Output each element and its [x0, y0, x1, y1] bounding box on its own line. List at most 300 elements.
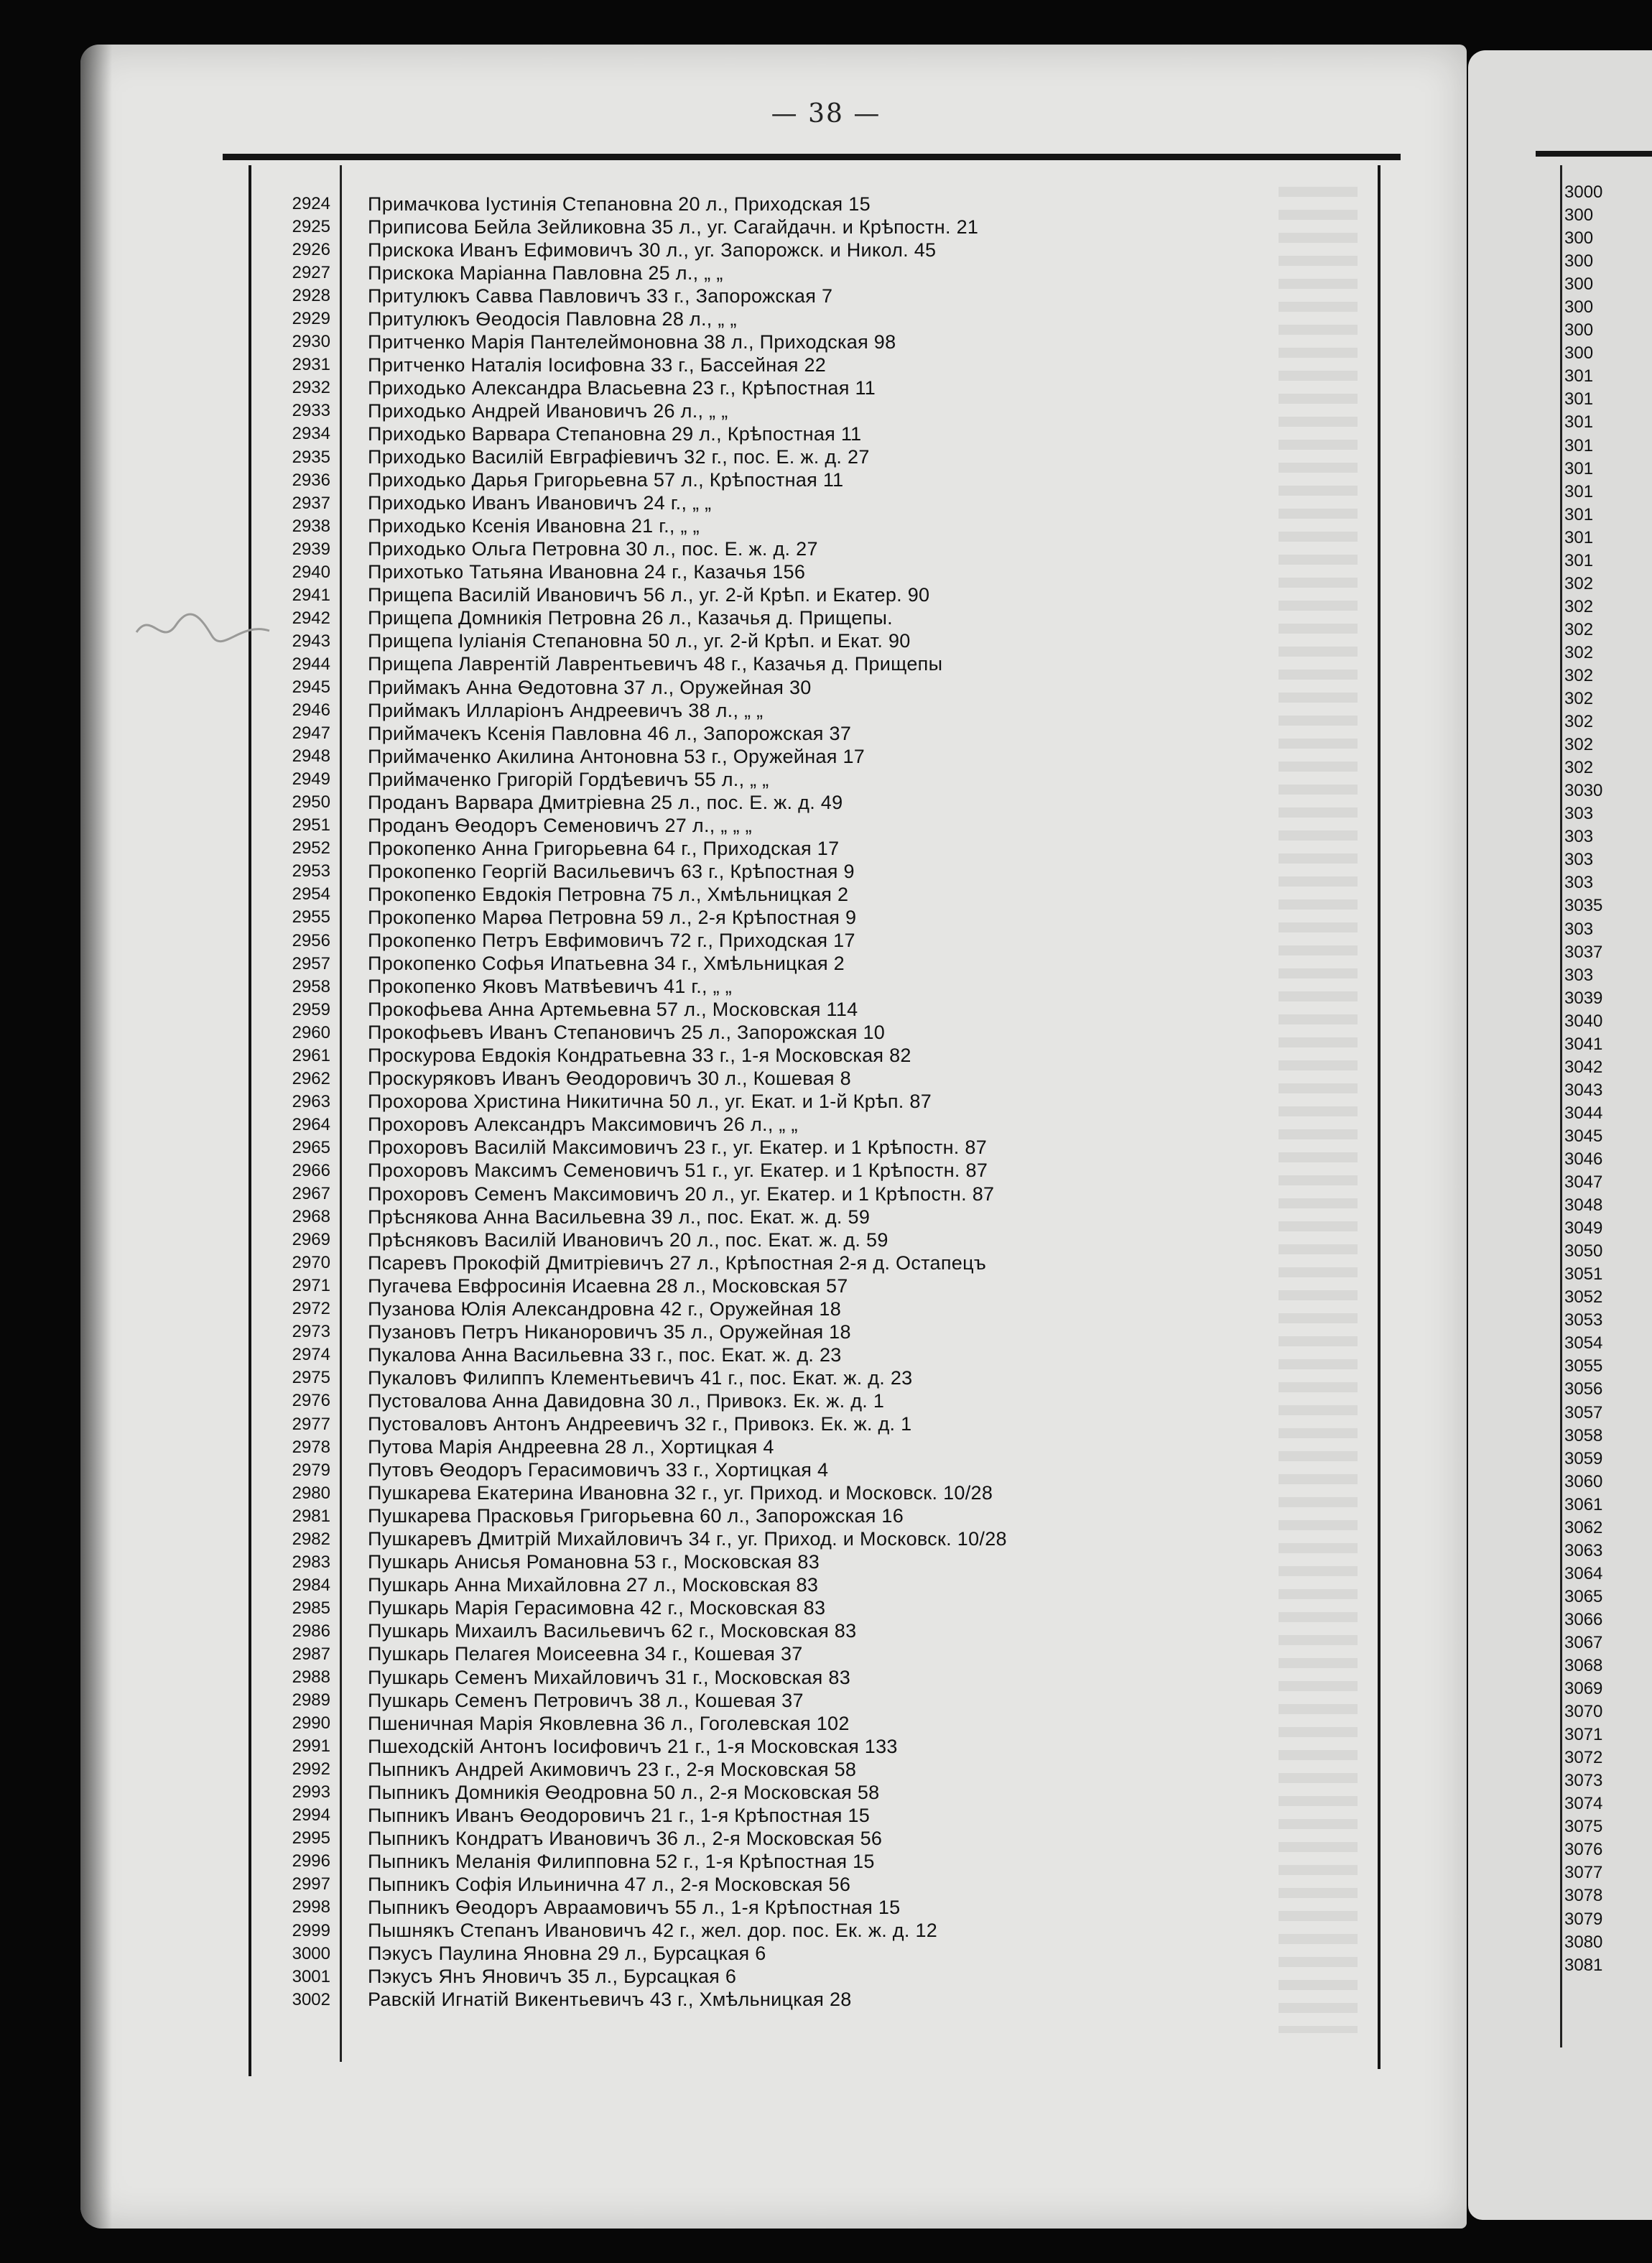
registry-entry: [259, 239, 1372, 262]
registry-entry: [259, 1459, 1372, 1482]
adjacent-entry-number: 3062: [1564, 1517, 1603, 1537]
entry-number: 2968: [292, 1207, 330, 1227]
entry-number: 2929: [292, 309, 330, 329]
adjacent-column-line: [1560, 165, 1562, 2047]
entry-number: 2991: [292, 1736, 330, 1757]
registry-entry: [259, 353, 1372, 376]
adjacent-entry-number: 3046: [1564, 1149, 1603, 1169]
entry-number: 2946: [292, 700, 330, 721]
registry-entry: [259, 1160, 1372, 1183]
entry-number: 2950: [292, 792, 330, 813]
entry-text: Пыпникъ Ѳеодоръ Авраамовичъ 55 л., 1-я Крѣпостная 15: [368, 1896, 901, 1918]
adjacent-entry-number: 302: [1564, 596, 1594, 616]
adjacent-entry-number: 3080: [1564, 1932, 1603, 1952]
entry-number: 2982: [292, 1529, 330, 1549]
entry-number: 2997: [292, 1874, 330, 1894]
entry-number: 2958: [292, 976, 330, 996]
registry-entry: [259, 630, 1372, 653]
entry-text: Прокопенко Георгій Васильевичъ 63 г., Крѣпостная 9: [368, 860, 855, 882]
registry-entry: [259, 999, 1372, 1022]
adjacent-entry-number: 3042: [1564, 1057, 1603, 1077]
entry-number: 2933: [292, 401, 330, 421]
registry-entry: [259, 722, 1372, 745]
frame-right-line: [1378, 165, 1380, 2069]
registry-entry: [259, 699, 1372, 722]
entry-number: 2955: [292, 907, 330, 927]
entry-text: Прѣсняковъ Василій Ивановичъ 20 л., пос. Екат. ж. д. 59: [368, 1228, 888, 1251]
registry-entry: [259, 307, 1372, 330]
entry-number: 2949: [292, 769, 330, 790]
entry-number: 2980: [292, 1483, 330, 1503]
registry-entry: [259, 814, 1372, 837]
registry-entry: [259, 469, 1372, 492]
registry-entry: [259, 860, 1372, 883]
registry-entry: [259, 262, 1372, 284]
entry-number: 2972: [292, 1299, 330, 1319]
adjacent-entry-number: 300: [1564, 251, 1594, 272]
registry-entry: [259, 216, 1372, 239]
registry-entry: [259, 1297, 1372, 1320]
entry-number: 2956: [292, 930, 330, 950]
adjacent-entry-number: 3053: [1564, 1310, 1603, 1331]
adjacent-entry-number: 3057: [1564, 1402, 1603, 1422]
entry-number: 2957: [292, 953, 330, 973]
adjacent-entry-number: 303: [1564, 965, 1594, 985]
entry-text: Прокопенко Анна Григорьевна 64 г., Приходская 17: [368, 837, 840, 859]
entry-number: 2925: [292, 217, 330, 237]
entry-number: 2990: [292, 1713, 330, 1734]
adjacent-entry-number: 302: [1564, 735, 1594, 755]
entry-text: Пэкусъ Янъ Яновичъ 35 л., Бурсацкая 6: [368, 1966, 737, 1988]
entry-text: Приходько Василій Евграфіевичъ 32 г., пос. Е. ж. д. 27: [368, 446, 870, 468]
entry-number: 2992: [292, 1759, 330, 1780]
resident-registry-list: [259, 193, 1372, 2012]
adjacent-entry-number: 3049: [1564, 1218, 1603, 1239]
registry-entry: [259, 1343, 1372, 1366]
entry-number: 3001: [292, 1966, 330, 1986]
entry-number: 2939: [292, 539, 330, 559]
entry-number: 2986: [292, 1621, 330, 1641]
registry-entry: [259, 837, 1372, 860]
adjacent-entry-number: 3037: [1564, 942, 1603, 962]
entry-text: Пузановъ Петръ Никаноровичъ 35 л., Оружейная 18: [368, 1320, 851, 1343]
registry-entry: [259, 1505, 1372, 1528]
entry-text: Прохоровъ Максимъ Семеновичъ 51 г., уг. Екатер. и 1 Крѣпостн. 87: [368, 1160, 988, 1182]
adjacent-entry-number: 3065: [1564, 1586, 1603, 1606]
registry-entry: [259, 1966, 1372, 1989]
registry-entry: [259, 1366, 1372, 1389]
adjacent-entry-number: 3059: [1564, 1448, 1603, 1468]
entry-text: Пшеничная Марія Яковлевна 36 л., Гоголевская 102: [368, 1712, 850, 1734]
entry-number: 2965: [292, 1137, 330, 1157]
entry-text: Приходько Андрей Ивановичъ 26 л., „ „: [368, 399, 728, 422]
entry-text: Прохорова Христина Никитична 50 л., уг. Екат. и 1-й Крѣп. 87: [368, 1091, 932, 1113]
entry-text: Притулюкъ Ѳеодосія Павловна 28 л., „ „: [368, 307, 737, 330]
adjacent-entry-number: 301: [1564, 435, 1594, 455]
entry-number: 2981: [292, 1506, 330, 1526]
entry-text: Примачкова Іустинія Степановна 20 л., Приходская 15: [368, 193, 871, 215]
registry-entry: [259, 1137, 1372, 1160]
adjacent-entry-number: 3055: [1564, 1356, 1603, 1376]
entry-number: 2998: [292, 1897, 330, 1917]
entry-number: 2983: [292, 1552, 330, 1572]
entry-text: Пыпникъ Андрей Акимовичъ 23 г., 2-я Московская 58: [368, 1758, 857, 1780]
entry-text: Приписова Бейла Зейликовна 35 л., уг. Сагайдачн. и Крѣпостн. 21: [368, 216, 979, 238]
adjacent-entry-number: 3039: [1564, 988, 1603, 1008]
adjacent-entry-number: 3044: [1564, 1103, 1603, 1123]
entry-text: Проскуряковъ Иванъ Ѳеодоровичъ 30 л., Кошевая 8: [368, 1068, 851, 1090]
registry-entry: [259, 1712, 1372, 1735]
entry-number: 2932: [292, 378, 330, 398]
entry-text: Прихотько Татьяна Ивановна 24 г., Казачья 156: [368, 561, 806, 583]
adjacent-page-numbers: [1564, 181, 1652, 1977]
entry-number: 2931: [292, 355, 330, 375]
entry-text: Псаревъ Прокофій Дмитріевичъ 27 л., Крѣпостная 2-я д. Остапецъ: [368, 1251, 987, 1274]
registry-entry: [259, 515, 1372, 538]
adjacent-entry-number: 3067: [1564, 1632, 1603, 1652]
registry-entry: [259, 1091, 1372, 1114]
registry-entry: [259, 906, 1372, 929]
adjacent-entry-number: 303: [1564, 850, 1594, 870]
adjacent-entry-number: 3052: [1564, 1287, 1603, 1308]
registry-entry: [259, 584, 1372, 607]
registry-entry: [259, 976, 1372, 999]
entry-text: Прищепа Іуліанія Степановна 50 л., уг. 2-й Крѣп. и Екат. 90: [368, 630, 911, 652]
entry-text: Пушкарь Семенъ Петровичъ 38 л., Кошевая 37: [368, 1689, 804, 1711]
entry-number: 2961: [292, 1045, 330, 1065]
entry-text: Путовъ Ѳеодоръ Герасимовичъ 33 г., Хортицкая 4: [368, 1459, 829, 1481]
entry-number: 2979: [292, 1460, 330, 1480]
adjacent-entry-number: 3043: [1564, 1080, 1603, 1100]
adjacent-entry-number: 300: [1564, 343, 1594, 364]
registry-entry: [259, 1989, 1372, 2012]
entry-number: 2924: [292, 194, 330, 214]
entry-text: Прокопенко Яковъ Матвѣевичъ 41 г., „ „: [368, 976, 733, 998]
entry-text: Пугачева Евфросинія Исаевна 28 л., Московская 57: [368, 1274, 848, 1297]
entry-text: Пушкарь Семенъ Михайловичъ 31 г., Московская 83: [368, 1666, 851, 1688]
registry-entry: [259, 1251, 1372, 1274]
entry-number: 2951: [292, 815, 330, 836]
entry-number: 2971: [292, 1276, 330, 1296]
entry-number: 2930: [292, 332, 330, 352]
entry-text: Притченко Наталія Іосифовна 33 г., Бассейная 22: [368, 353, 827, 376]
entry-number: 2978: [292, 1437, 330, 1457]
entry-number: 2999: [292, 1920, 330, 1940]
adjacent-entry-number: 3045: [1564, 1126, 1603, 1146]
registry-entry: [259, 745, 1372, 768]
entry-text: Прискока Иванъ Ефимовичъ 30 л., уг. Запорожск. и Никол. 45: [368, 239, 937, 261]
entry-text: Пустовалова Анна Давидовна 30 л., Привокз. Ек. ж. д. 1: [368, 1389, 885, 1412]
entry-text: Пушкарь Анна Михайловна 27 л., Московская 83: [368, 1574, 819, 1596]
entry-number: 2976: [292, 1391, 330, 1411]
adjacent-entry-number: 301: [1564, 504, 1594, 524]
entry-number: 2984: [292, 1575, 330, 1595]
adjacent-entry-number: 302: [1564, 689, 1594, 709]
entry-number: 2935: [292, 447, 330, 467]
registry-entry: [259, 1482, 1372, 1505]
entry-number: 2940: [292, 562, 330, 582]
registry-entry: [259, 1943, 1372, 1966]
adjacent-entry-number: 3054: [1564, 1333, 1603, 1353]
registry-entry: [259, 883, 1372, 906]
entry-text: Притулюкъ Савва Павловичъ 33 г., Запорожская 7: [368, 284, 833, 307]
adjacent-entry-number: 303: [1564, 827, 1594, 847]
adjacent-entry-number: 3081: [1564, 1955, 1603, 1975]
entry-text: Прохоровъ Василій Максимовичъ 23 г., уг. Екатер. и 1 Крѣпостн. 87: [368, 1137, 988, 1159]
registry-entry: [259, 561, 1372, 584]
registry-entry: [259, 1389, 1372, 1412]
registry-entry: [259, 1068, 1372, 1091]
registry-entry: [259, 1620, 1372, 1643]
registry-entry: [259, 1781, 1372, 1804]
header-rule: [223, 154, 1401, 160]
adjacent-entry-number: 3064: [1564, 1563, 1603, 1583]
adjacent-entry-number: 301: [1564, 458, 1594, 478]
entry-number: 2969: [292, 1230, 330, 1250]
entry-text: Пэкусъ Паулина Яновна 29 л., Бурсацкая 6: [368, 1943, 766, 1965]
entry-text: Прокопенко Петръ Евфимовичъ 72 г., Приходская 17: [368, 930, 855, 952]
entry-text: Пузанова Юлія Александровна 42 г., Оружейная 18: [368, 1297, 842, 1320]
entry-number: 2943: [292, 631, 330, 651]
entry-text: Пушкарева Прасковья Григорьевна 60 л., Запорожская 16: [368, 1505, 904, 1527]
entry-number: 2937: [292, 493, 330, 513]
entry-number: 2970: [292, 1253, 330, 1273]
entry-text: Прищепа Василій Ивановичъ 56 л., уг. 2-й Крѣп. и Екатер. 90: [368, 584, 930, 606]
entry-text: Пушкарь Марія Герасимовна 42 г., Московская 83: [368, 1597, 826, 1619]
entry-text: Прокофьева Анна Артемьевна 57 л., Московская 114: [368, 999, 858, 1021]
entry-number: 2987: [292, 1644, 330, 1664]
entry-number: 2927: [292, 263, 330, 283]
registry-entry: [259, 1850, 1372, 1873]
entry-text: Прискока Маріанна Павловна 25 л., „ „: [368, 262, 723, 284]
adjacent-entry-number: 3058: [1564, 1425, 1603, 1445]
registry-entry: [259, 1643, 1372, 1666]
adjacent-entry-number: 302: [1564, 619, 1594, 639]
registry-entry: [259, 376, 1372, 399]
adjacent-entry-number: 3048: [1564, 1195, 1603, 1216]
adjacent-entry-number: 300: [1564, 274, 1594, 295]
registry-entry: [259, 1436, 1372, 1459]
adjacent-entry-number: 3063: [1564, 1540, 1603, 1560]
adjacent-entry-number: 300: [1564, 320, 1594, 341]
adjacent-entry-number: 3050: [1564, 1241, 1603, 1262]
registry-entry: [259, 1735, 1372, 1758]
entry-text: Прокопенко Софья Ипатьевна 34 г., Хмѣльницкая 2: [368, 953, 845, 975]
adjacent-entry-number: 3000: [1564, 182, 1603, 203]
adjacent-entry-number: 3047: [1564, 1172, 1603, 1193]
adjacent-entry-number: 302: [1564, 758, 1594, 778]
registry-entry: [259, 1183, 1372, 1205]
adjacent-entry-number: 302: [1564, 573, 1594, 593]
adjacent-entry-number: 303: [1564, 804, 1594, 824]
registry-entry: [259, 399, 1372, 422]
entry-number: 3002: [292, 1989, 330, 2009]
adjacent-entry-number: 3066: [1564, 1609, 1603, 1629]
entry-text: Приходько Ольга Петровна 30 л., пос. Е. ж. д. 27: [368, 538, 818, 560]
entry-number: 2938: [292, 516, 330, 536]
adjacent-entry-number: 303: [1564, 873, 1594, 893]
entry-text: Пыпникъ Софія Ильинична 47 л., 2-я Московская 56: [368, 1873, 851, 1895]
registry-entry: [259, 791, 1372, 814]
entry-number: 2977: [292, 1414, 330, 1434]
entry-number: 2944: [292, 654, 330, 674]
adjacent-entry-number: 301: [1564, 412, 1594, 432]
registry-entry: [259, 330, 1372, 353]
entry-text: Приходько Дарья Григорьевна 57 л., Крѣпостная 11: [368, 469, 844, 491]
entry-text: Приходько Варвара Степановна 29 л., Крѣпостная 11: [368, 422, 862, 445]
entry-number: 2964: [292, 1114, 330, 1134]
adjacent-entry-number: 300: [1564, 228, 1594, 249]
entry-number: 2989: [292, 1690, 330, 1711]
adjacent-entry-number: 3041: [1564, 1034, 1603, 1054]
adjacent-header-rule: [1536, 151, 1652, 157]
page-number: — 38 —: [771, 99, 881, 129]
registry-entry: [259, 1022, 1372, 1045]
adjacent-entry-number: 303: [1564, 919, 1594, 939]
entry-text: Приходько Александра Власьевна 23 г., Крѣпостная 11: [368, 376, 876, 399]
entry-text: Пушкарь Пелагея Моисеевна 34 г., Кошевая 37: [368, 1643, 803, 1665]
adjacent-entry-number: 301: [1564, 481, 1594, 501]
registry-entry: [259, 1320, 1372, 1343]
registry-entry: [259, 1758, 1372, 1781]
registry-entry: [259, 1045, 1372, 1068]
entry-text: Приймакъ Анна Ѳедотовна 37 л., Оружейная 30: [368, 676, 812, 698]
adjacent-entry-number: 3061: [1564, 1494, 1603, 1514]
entry-text: Проданъ Варвара Дмитріевна 25 л., пос. Е. ж. д. 49: [368, 791, 843, 813]
entry-text: Приходько Ксенія Ивановна 21 г., „ „: [368, 515, 700, 537]
entry-number: 2953: [292, 861, 330, 881]
entry-number: 2994: [292, 1805, 330, 1825]
entry-text: Прохоровъ Семенъ Максимовичъ 20 л., уг. Екатер. и 1 Крѣпостн. 87: [368, 1183, 995, 1205]
adjacent-entry-number: 3078: [1564, 1886, 1603, 1906]
registry-entry: [259, 1896, 1372, 1919]
adjacent-entry-number: 3070: [1564, 1702, 1603, 1722]
entry-text: Прокопенко Евдокія Петровна 75 л., Хмѣльницкая 2: [368, 883, 849, 905]
adjacent-entry-number: 3051: [1564, 1264, 1603, 1285]
entry-number: 2988: [292, 1667, 330, 1688]
registry-entry: [259, 422, 1372, 445]
registry-entry: [259, 1274, 1372, 1297]
registry-entry: [259, 1574, 1372, 1597]
entry-text: Приймаченко Григорій Гордѣевичъ 55 л., „ „: [368, 768, 769, 790]
adjacent-entry-number: 3068: [1564, 1656, 1603, 1676]
registry-entry: [259, 1873, 1372, 1896]
adjacent-entry-number: 3073: [1564, 1771, 1603, 1791]
entry-number: 2926: [292, 240, 330, 260]
adjacent-entry-number: 301: [1564, 550, 1594, 570]
entry-text: Пушкарь Михаилъ Васильевичъ 62 г., Московская 83: [368, 1620, 857, 1642]
adjacent-entry-number: 3079: [1564, 1909, 1603, 1929]
adjacent-entry-number: 302: [1564, 712, 1594, 732]
entry-text: Пушкарь Анисья Романовна 53 г., Московская 83: [368, 1551, 820, 1573]
registry-entry: [259, 193, 1372, 216]
entry-number: 2967: [292, 1184, 330, 1204]
entry-number: 2952: [292, 838, 330, 859]
entry-text: Пыпникъ Иванъ Ѳеодоровичъ 21 г., 1-я Крѣпостная 15: [368, 1804, 871, 1826]
adjacent-entry-number: 3074: [1564, 1794, 1603, 1814]
adjacent-entry-number: 3071: [1564, 1725, 1603, 1745]
entry-number: 2985: [292, 1598, 330, 1618]
registry-entry: [259, 538, 1372, 561]
adjacent-entry-number: 301: [1564, 527, 1594, 547]
registry-entry: [259, 953, 1372, 976]
adjacent-entry-number: 3056: [1564, 1379, 1603, 1399]
frame-left-line: [249, 165, 251, 2076]
registry-entry: [259, 768, 1372, 791]
registry-entry: [259, 653, 1372, 676]
registry-entry: [259, 492, 1372, 515]
entry-number: 2973: [292, 1322, 330, 1342]
entry-text: Прокофьевъ Иванъ Степановичъ 25 л., Запорожская 10: [368, 1022, 886, 1044]
spine-shadow: [80, 45, 112, 2229]
adjacent-entry-number: 3072: [1564, 1748, 1603, 1768]
entry-text: Приймачекъ Ксенія Павловна 46 л., Запорожская 37: [368, 722, 852, 744]
entry-text: Пукалова Анна Васильевна 33 г., пос. Екат. ж. д. 23: [368, 1343, 842, 1366]
registry-entry: [259, 1920, 1372, 1943]
registry-entry: [259, 1804, 1372, 1827]
entry-number: 2975: [292, 1368, 330, 1388]
adjacent-entry-number: 3040: [1564, 1011, 1603, 1031]
entry-number: 2959: [292, 999, 330, 1019]
entry-text: Пушкаревъ Дмитрій Михайловичъ 34 г., уг. Приход. и Московск. 10/28: [368, 1528, 1007, 1550]
registry-entry: [259, 1114, 1372, 1137]
entry-number: 2962: [292, 1068, 330, 1088]
entry-text: Прищепа Домникія Петровна 26 л., Казачья д. Прищепы.: [368, 607, 893, 629]
registry-entry: [259, 1827, 1372, 1850]
entry-text: Пыпникъ Домникія Ѳеодровна 50 л., 2-я Московская 58: [368, 1781, 880, 1803]
entry-text: Равскій Игнатій Викентьевичъ 43 г., Хмѣльницкая 28: [368, 1989, 852, 2011]
entry-number: 2966: [292, 1160, 330, 1180]
entry-text: Приймаченко Акилина Антоновна 53 г., Оружейная 17: [368, 745, 866, 767]
registry-entry: [259, 446, 1372, 469]
entry-text: Пышнякъ Степанъ Ивановичъ 42 г., жел. дор. пос. Ек. ж. д. 12: [368, 1920, 938, 1942]
entry-number: 2960: [292, 1022, 330, 1042]
entry-number: 2936: [292, 470, 330, 490]
entry-text: Проскурова Евдокія Кондратьевна 33 г., 1-я Московская 82: [368, 1045, 911, 1067]
registry-entry: [259, 1551, 1372, 1574]
adjacent-entry-number: 3030: [1564, 781, 1603, 801]
entry-text: Пустоваловъ Антонъ Андреевичъ 32 г., Привокз. Ек. ж. д. 1: [368, 1413, 912, 1435]
entry-number: 2934: [292, 424, 330, 444]
registry-entry: [259, 1597, 1372, 1620]
entry-number: 2928: [292, 286, 330, 306]
entry-number: 2995: [292, 1828, 330, 1848]
entry-text: Пушкарева Екатерина Ивановна 32 г., уг. Приход. и Московск. 10/28: [368, 1482, 993, 1504]
entry-number: 2947: [292, 723, 330, 744]
entry-number: 2948: [292, 746, 330, 767]
entry-number: 2963: [292, 1091, 330, 1111]
entry-number: 2941: [292, 585, 330, 605]
registry-entry: [259, 1205, 1372, 1228]
entry-text: Приймакъ Илларіонъ Андреевичъ 38 л., „ „: [368, 699, 764, 721]
entry-number: 2942: [292, 608, 330, 628]
registry-entry: [259, 1689, 1372, 1712]
registry-entry: [259, 1666, 1372, 1689]
entry-text: Прокопенко Марѳа Петровна 59 л., 2-я Крѣпостная 9: [368, 906, 857, 928]
entry-number: 3000: [292, 1943, 330, 1963]
adjacent-entry-number: 302: [1564, 642, 1594, 662]
adjacent-entry-number: 3060: [1564, 1471, 1603, 1491]
entry-number: 2954: [292, 884, 330, 904]
adjacent-entry-number: 302: [1564, 666, 1594, 685]
adjacent-entry-number: 301: [1564, 389, 1594, 409]
entry-text: Прѣснякова Анна Васильевна 39 л., пос. Екат. ж. д. 59: [368, 1205, 871, 1228]
adjacent-entry-number: 3075: [1564, 1817, 1603, 1837]
adjacent-entry-number: 3035: [1564, 896, 1603, 916]
entry-text: Пшеходскій Антонъ Іосифовичъ 21 г., 1-я Московская 133: [368, 1735, 898, 1757]
entry-number: 2974: [292, 1345, 330, 1365]
registry-entry: [259, 1228, 1372, 1251]
